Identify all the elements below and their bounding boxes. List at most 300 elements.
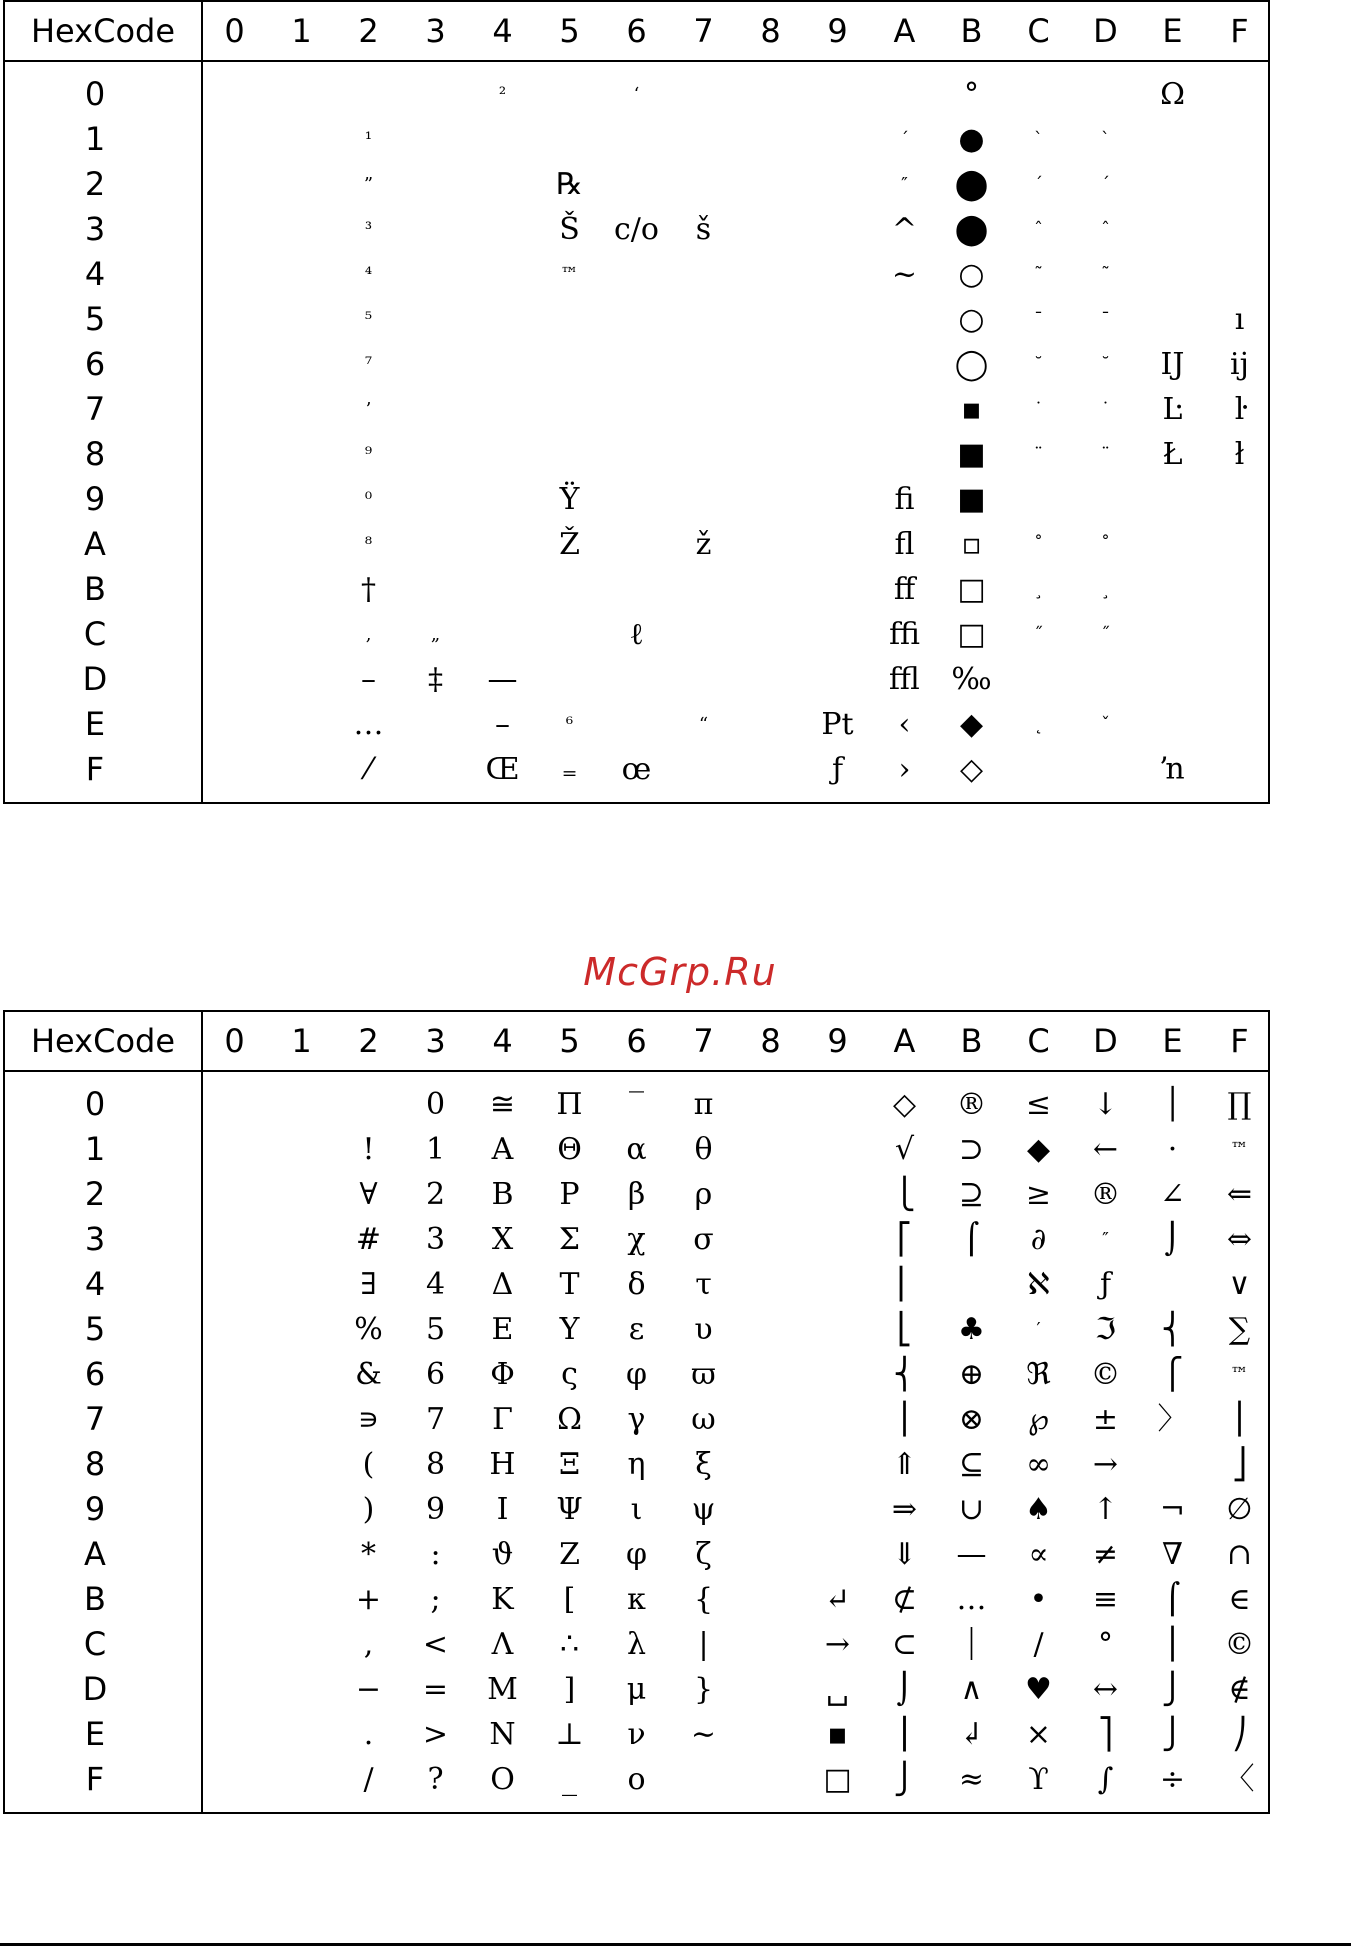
char-cell: ÷ [1159,1762,1186,1797]
char-cell: Γ [492,1402,513,1437]
column-header: 2 [358,1022,379,1060]
char-cell: { [693,1582,714,1617]
char-cell: ﬀ [893,572,916,607]
char-cell: λ [626,1627,646,1662]
char-cell: Ν [489,1717,516,1752]
row-header: 5 [84,1310,106,1348]
char-cell: ´ [1034,174,1043,195]
char-cell: → [824,1627,851,1662]
char-cell: ‚ [365,624,372,645]
char-cell: Λ [491,1627,514,1662]
char-cell: ) [362,1492,375,1527]
char-cell: ¨ [1101,444,1110,465]
char-cell: ˘ [1101,354,1110,375]
column-header: 1 [291,1022,312,1060]
char-cell: ♣ [958,1312,985,1347]
char-cell: Ŀ [1162,392,1183,427]
char-cell: , [363,1627,374,1662]
char-cell: ς [561,1357,578,1392]
char-cell: Ζ [559,1537,580,1572]
char-cell: ( [362,1447,375,1482]
char-cell: ↑ [1092,1492,1119,1527]
char-cell: ? [427,1762,444,1797]
char-cell: ⁰ [364,489,373,510]
char-cell: ˝ [1034,624,1043,645]
char-cell: ⎢ [897,1267,912,1302]
char-cell: ′ [1036,1319,1041,1340]
char-cell: Μ [487,1672,518,1707]
char-cell: Δ [491,1267,514,1302]
char-cell: Α [491,1132,514,1167]
char-cell: □ [957,617,986,652]
char-cell: μ [626,1672,647,1707]
char-cell: – [495,707,510,742]
column-header: A [893,12,916,50]
char-cell: Ψ [556,1492,583,1527]
column-header: 8 [760,1022,781,1060]
column-header: 6 [626,12,647,50]
char-cell: ﬄ [889,662,920,697]
char-cell: ™ [560,264,579,285]
char-cell: ´ [1101,174,1110,195]
char-cell: ŉ [1159,752,1186,787]
row-header: C [83,615,107,653]
char-cell: ϖ [691,1357,716,1392]
char-cell: ⌡ [896,1672,913,1707]
char-cell: ˙ [1034,399,1043,420]
char-cell: ∇ [1162,1537,1183,1572]
char-cell: IJ [1160,347,1185,382]
row-header: 7 [84,1400,106,1438]
char-cell: ℑ [1095,1312,1116,1347]
column-header: 7 [693,1022,714,1060]
column-header: 9 [827,1022,848,1060]
char-cell: ◯ [954,347,989,382]
char-cell: ⎪ [893,1402,916,1437]
char-cell: ’ [365,399,372,420]
char-cell: ⎣ [897,1312,912,1347]
char-cell: ˙ [1101,399,1110,420]
char-cell: > [422,1717,449,1752]
char-cell: ² [498,84,507,105]
row-header: D [82,660,108,698]
char-cell: 1 [425,1132,446,1167]
char-cell: ⊇ [958,1177,985,1212]
char-cell: ␣ [826,1672,849,1707]
row-header: B [84,570,106,608]
char-cell: = [422,1672,449,1707]
char-cell: Χ [491,1222,514,1257]
column-divider [201,1012,203,1812]
char-cell: ι [630,1492,643,1527]
char-cell: [ [563,1582,576,1617]
row-header: 8 [84,1445,106,1483]
char-cell: ℵ [1027,1267,1050,1302]
char-cell: ■ [957,437,986,472]
char-cell: ∩ [1226,1537,1253,1572]
char-cell: ℘ [1028,1402,1049,1437]
char-cell: + [355,1582,382,1617]
column-header: 1 [291,12,312,50]
char-cell: ⁄ [365,752,371,787]
char-cell: ~ [891,257,918,292]
char-cell: 〉 [1157,1402,1188,1437]
char-cell: ± [1092,1402,1119,1437]
row-header: 5 [84,300,106,338]
char-cell: Ρ [559,1177,580,1212]
char-cell: ⊆ [958,1447,985,1482]
char-cell: & [355,1357,382,1392]
char-cell: ® [956,1087,987,1122]
char-cell: π [693,1087,714,1122]
char-cell: ▪ [961,392,982,427]
column-header: 5 [559,12,580,50]
char-cell: υ [694,1312,713,1347]
char-cell: √ [894,1132,915,1167]
column-header: 3 [425,1022,446,1060]
char-cell: ⬤ [954,167,989,202]
char-cell: ε [628,1312,645,1347]
column-header: A [893,1022,916,1060]
char-cell: ³ [364,219,373,240]
char-cell: ∠ [1159,1177,1186,1212]
char-cell: Κ [491,1582,514,1617]
char-cell: η [627,1447,646,1482]
char-cell: ♠ [1025,1492,1052,1527]
column-header: C [1027,12,1050,50]
row-header: 4 [84,255,106,293]
char-cell: ¨ [1034,444,1043,465]
character-table-1 [3,0,1270,804]
char-cell: ∴ [559,1627,580,1662]
char-cell: ˝ [1101,624,1110,645]
char-cell: φ [625,1537,647,1572]
char-cell: ‘ [633,84,640,105]
char-cell: 0 [425,1087,446,1122]
column-header: 0 [224,12,245,50]
char-cell: ⇐ [1226,1177,1253,1212]
char-cell: 4 [425,1267,446,1302]
char-cell: ∅ [1226,1492,1253,1527]
column-header: 8 [760,12,781,50]
char-cell: ˛ [1034,714,1043,735]
char-cell: ƒ [1099,1267,1112,1302]
column-header: F [1230,1022,1249,1060]
char-cell: ⏐ [963,1627,980,1662]
char-cell: ω [691,1402,716,1437]
char-cell: * [361,1537,376,1572]
char-cell: Σ [558,1222,581,1257]
hexcode-header: HexCode [30,12,176,50]
column-header: 7 [693,12,714,50]
char-cell: κ [627,1582,646,1617]
char-cell: ○ [958,302,985,337]
column-header: 2 [358,12,379,50]
char-cell: ° [964,77,979,112]
char-cell: “ [698,714,709,735]
char-cell: Ž [559,527,580,562]
char-cell: ∂ [1030,1222,1047,1257]
row-header: E [84,705,106,743]
column-header: E [1162,1022,1183,1060]
char-cell: 7 [425,1402,446,1437]
char-cell: ⁸ [364,534,373,555]
char-cell: ⊕ [958,1357,985,1392]
char-cell: ■ [957,482,986,517]
row-header: 0 [84,75,106,113]
char-cell: ℞ [556,167,583,202]
char-cell: ⇔ [1226,1222,1253,1257]
char-cell: • [1029,1582,1048,1617]
char-cell: 5 [425,1312,446,1347]
char-cell: τ [695,1267,712,1302]
row-header: 6 [84,345,106,383]
char-cell: ⇑ [891,1447,918,1482]
char-cell: σ [693,1222,714,1257]
char-cell: ! [362,1132,375,1167]
column-header: D [1093,12,1118,50]
char-cell: ∍ [357,1402,380,1437]
char-cell: ◆ [1026,1132,1051,1167]
char-cell: © [1090,1357,1121,1392]
watermark-text: McGrp.Ru [583,950,777,994]
char-cell: ◇ [959,752,984,787]
char-cell: ∈ [1228,1582,1251,1617]
row-header: A [84,525,106,563]
char-cell: ˆ [1034,219,1043,240]
char-cell: · [1167,1132,1178,1167]
char-cell: ž [695,527,712,562]
char-cell: α [626,1132,647,1167]
char-cell: / [363,1762,374,1797]
column-header: B [960,12,983,50]
char-cell: ﬂ [894,527,915,562]
page-bottom-rule [0,1943,1351,1946]
char-cell: ο [627,1762,646,1797]
char-cell: ▫ [961,527,982,562]
char-cell: γ [627,1402,646,1437]
char-cell: ° [1098,1627,1113,1662]
char-cell: Ω [557,1402,582,1437]
char-cell: ﬃ [889,617,920,652]
char-cell: χ [627,1222,646,1257]
column-header: 4 [492,12,513,50]
char-cell: ∑ [1228,1312,1251,1347]
char-cell: ” [363,174,374,195]
row-header: 0 [84,1085,106,1123]
char-cell: ψ [691,1492,716,1527]
char-cell: œ [621,752,652,787]
char-cell: ↲ [958,1717,985,1752]
column-header: 4 [492,1022,513,1060]
char-cell: ∀ [359,1177,378,1212]
column-header: 0 [224,1022,245,1060]
char-cell: ▪ [827,1717,848,1752]
row-header: 1 [84,120,106,158]
char-cell: ϑ [491,1537,514,1572]
char-cell: → [1092,1447,1119,1482]
column-header: 3 [425,12,446,50]
char-cell: . [363,1717,374,1752]
char-cell: Π [556,1087,583,1122]
char-cell: ϒ [1028,1762,1049,1797]
char-cell: ℓ [629,617,644,652]
char-cell: ∧ [960,1672,983,1707]
char-cell: ⎤ [1098,1717,1113,1752]
char-cell: ¯ [1101,309,1110,330]
row-header: 9 [84,1490,106,1528]
char-cell: ¬ [1159,1492,1186,1527]
char-cell: Ο [490,1762,515,1797]
char-cell: ⌡ [1164,1222,1181,1257]
char-cell: ` [1101,129,1110,150]
char-cell: ⎠ [1232,1717,1247,1752]
char-cell: ≈ [958,1762,985,1797]
char-cell: ∉ [1228,1672,1251,1707]
char-cell: < [422,1627,449,1662]
char-cell: ˘ [1034,354,1043,375]
char-cell: Β [491,1177,514,1212]
char-cell: ∫ [1097,1762,1114,1797]
char-cell: © [1224,1627,1255,1662]
char-cell: ≥ [1025,1177,1052,1212]
column-header: C [1027,1022,1050,1060]
char-cell: š [695,212,712,247]
char-cell: 6 [425,1357,446,1392]
char-cell: ○ [958,257,985,292]
column-header: 5 [559,1022,580,1060]
row-header: 3 [84,210,106,248]
column-header: 9 [827,12,848,50]
char-cell: ⎭ [1161,1672,1184,1707]
row-header: C [83,1625,107,1663]
char-cell: ⌠ [963,1222,980,1257]
char-cell: − [355,1672,382,1707]
char-cell: 2 [425,1177,446,1212]
char-cell: ″ [901,174,908,195]
column-header: F [1230,12,1249,50]
char-cell: _ [562,1762,577,1797]
char-cell: ⎮ [896,1717,913,1752]
char-cell: ⊂ [891,1627,918,1662]
char-cell: : [430,1537,441,1572]
char-cell: ˜ [1101,264,1110,285]
char-cell: ⌠ [1164,1582,1181,1617]
char-cell: Φ [490,1357,515,1392]
header-divider [5,1070,1268,1072]
char-cell: ŀ [1234,392,1245,427]
char-cell: ⊥ [555,1717,584,1752]
char-cell: □ [957,572,986,607]
char-cell: ◇ [892,1087,917,1122]
column-header: D [1093,1022,1118,1060]
char-cell: Υ [559,1312,580,1347]
char-cell: ˜ [1034,264,1043,285]
char-cell: δ [627,1267,646,1302]
char-cell: Τ [559,1267,580,1302]
char-cell: ♥ [1025,1672,1052,1707]
row-header: A [84,1535,106,1573]
char-cell: ≅ [489,1087,516,1122]
char-cell: ⊄ [891,1582,918,1617]
char-cell: ⇓ [891,1537,918,1572]
row-header: B [84,1580,106,1618]
char-cell: ˚ [1034,534,1043,555]
char-cell: ¸ [1034,579,1043,600]
char-cell: ¯ [1034,309,1043,330]
char-cell: ∼ [690,1717,717,1752]
char-cell: ⎭ [1161,1717,1184,1752]
char-cell: Ξ [558,1447,581,1482]
char-cell: ™ [1230,1139,1249,1160]
row-header: 2 [84,1175,106,1213]
char-cell: } [693,1672,714,1707]
char-cell: Ÿ [559,482,580,517]
char-cell: Ω [1160,77,1185,112]
char-cell: ˚ [1101,534,1110,555]
char-cell: ® [1090,1177,1121,1212]
char-cell: | [698,1627,709,1662]
char-cell: ⎭ [893,1762,916,1797]
char-cell: ⎪ [1228,1402,1251,1437]
char-cell: Θ [557,1132,582,1167]
char-cell: ⇒ [891,1492,918,1527]
char-cell: ´ [900,129,909,150]
hexcode-header: HexCode [30,1022,176,1060]
char-cell: ∞ [1026,1447,1051,1482]
char-cell: φ [625,1357,647,1392]
char-cell: ‹ [898,707,911,742]
char-cell: / [1033,1627,1044,1662]
char-cell: % [354,1312,383,1347]
char-cell: … [956,1582,987,1617]
char-cell: ı [1234,302,1245,337]
char-cell: ∏ [1227,1087,1252,1122]
char-cell: ⎨ [1161,1312,1184,1347]
char-cell: ↔ [1092,1672,1119,1707]
char-cell: ‾ [629,1087,644,1122]
char-cell: ⁵ [364,309,373,330]
column-header: B [960,1022,983,1060]
character-table-2 [3,1010,1270,1814]
char-cell: — [487,662,518,697]
char-cell: — [956,1537,987,1572]
header-divider [5,60,1268,62]
char-cell: ˆ [1101,219,1110,240]
char-cell: ^ [891,212,918,247]
char-cell: Η [489,1447,516,1482]
char-cell: ₌ [561,752,578,787]
char-cell: # [355,1222,382,1257]
char-cell: ¸ [1101,579,1110,600]
char-cell: Ł [1162,437,1183,472]
char-cell: ⎡ [897,1222,912,1257]
char-cell: Š [559,212,580,247]
char-cell: ↵ [824,1582,851,1617]
char-cell: ¹ [364,129,373,150]
char-cell: 9 [425,1492,446,1527]
char-cell: Œ [485,752,520,787]
char-cell: ™ [1230,1364,1249,1385]
char-cell: Ι [496,1492,509,1527]
char-cell: c/o [614,212,659,247]
row-header: F [85,750,105,788]
char-cell: ⊗ [958,1402,985,1437]
column-divider [201,2,203,802]
char-cell: ≤ [1025,1087,1052,1122]
row-header: 1 [84,1130,106,1168]
char-cell: ≠ [1092,1537,1119,1572]
